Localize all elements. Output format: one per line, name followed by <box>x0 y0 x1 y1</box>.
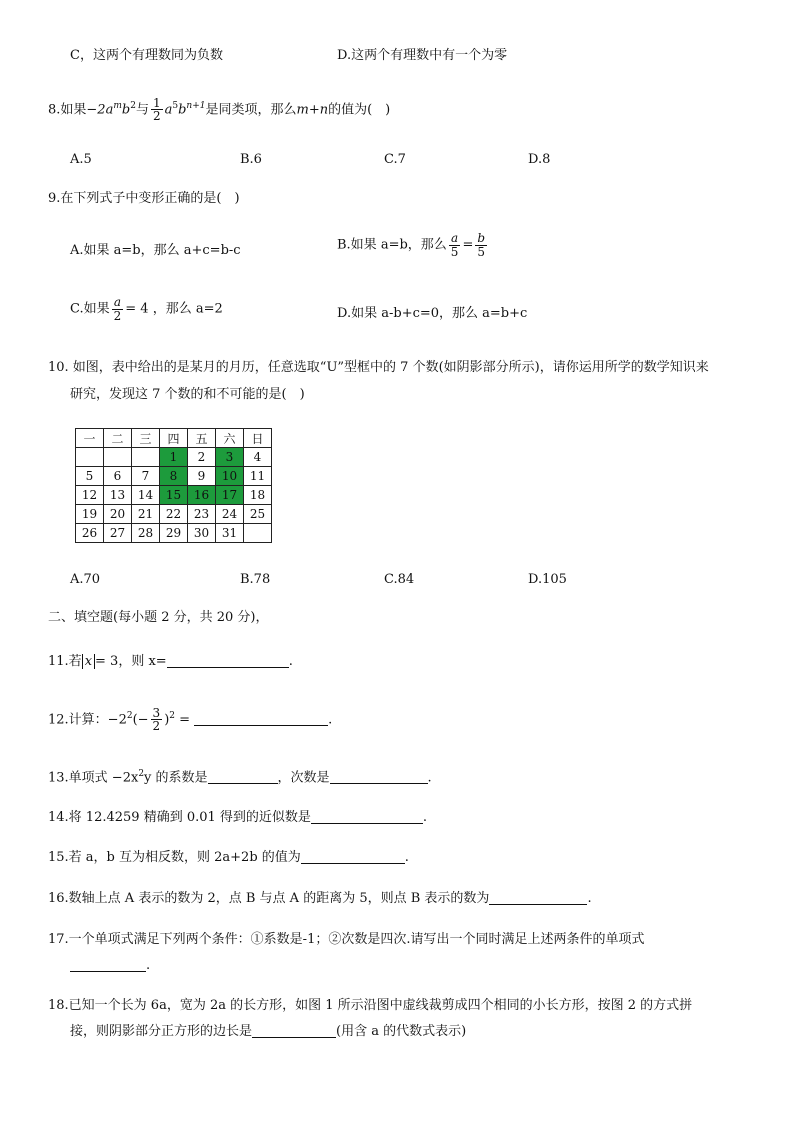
calendar-header-cell: 五 <box>188 429 216 448</box>
calendar-cell <box>76 448 104 467</box>
q9-option-a: A.如果 a=b，那么 a+c=b-c <box>70 243 241 258</box>
calendar-cell-highlighted: 17 <box>216 486 244 505</box>
calendar-row <box>76 467 272 486</box>
calendar-row <box>76 505 272 524</box>
calendar-cell-highlighted: 15 <box>160 486 188 505</box>
calendar-cell-highlighted: 10 <box>216 467 244 486</box>
q10-option-a: A.70 <box>70 572 101 587</box>
calendar-cell-highlighted: 16 <box>188 486 216 505</box>
calendar-cell: 12 <box>76 486 104 505</box>
calendar-header-cell: 二 <box>104 429 132 448</box>
q14: 14.将 12.4259 精确到 0.01 得到的近似数是 . <box>48 810 428 825</box>
calendar-cell-highlighted: 8 <box>160 467 188 486</box>
calendar-cell: 5 <box>76 467 104 486</box>
calendar-cell: 28 <box>132 524 160 543</box>
calendar-cell <box>104 448 132 467</box>
answer-blank[interactable] <box>330 769 428 784</box>
q10-option-b: B.78 <box>240 572 271 587</box>
q16: 16.数轴上点 A 表示的数为 2，点 B 与点 A 的距离为 5，则点 B 表示的数为 . <box>48 891 592 906</box>
answer-blank[interactable] <box>311 809 423 824</box>
q8-option-a: A.5 <box>70 152 92 167</box>
q12: 12.计算：$-2^2(-$ $\frac{3}{2}$ )$^2$ = . <box>48 705 333 734</box>
q10-stem-line1: 10. 如图，表中给出的是某月的月历，任意选取“U”型框中的 7 个数(如阴影部分所示)，请你运用所学的数学知识来 <box>48 360 709 375</box>
q8-option-c: C.7 <box>384 152 406 167</box>
calendar-row <box>76 524 272 543</box>
calendar-cell: 22 <box>160 505 188 524</box>
calendar-cell: 7 <box>132 467 160 486</box>
q8-stem: 8.如果$-2a^mb^2$与 $\frac{1}{2}$ $a^5b^{n+1}$是同类项，那么m+n的值为( ) <box>48 95 391 124</box>
calendar-cell: 30 <box>188 524 216 543</box>
calendar-header-cell: 六 <box>216 429 244 448</box>
calendar-row <box>76 448 272 467</box>
q17-line1: 17.一个单项式满足下列两个条件：①系数是-1；②次数是四次.请写出一个同时满足上述两条件的单项式 <box>48 932 645 947</box>
calendar-cell: 20 <box>104 505 132 524</box>
q18-line2: 接，则阴影部分正方形的边长是 (用含 a 的代数式表示) <box>70 1024 467 1039</box>
calendar-header-cell: 三 <box>132 429 160 448</box>
answer-blank[interactable] <box>252 1023 336 1038</box>
calendar-row <box>76 486 272 505</box>
calendar-cell: 31 <box>216 524 244 543</box>
calendar-cell: 14 <box>132 486 160 505</box>
calendar-cell: 19 <box>76 505 104 524</box>
calendar-cell-highlighted: 3 <box>216 448 244 467</box>
calendar-cell: 11 <box>244 467 272 486</box>
q17-line2: . <box>70 956 150 976</box>
answer-blank[interactable] <box>167 653 289 668</box>
q13: 13.单项式 $-2x^2y$ 的系数是 ，次数是 . <box>48 769 432 786</box>
answer-blank[interactable] <box>194 711 328 726</box>
q18-line1: 18.已知一个长为 6a，宽为 2a 的长方形，如图 1 所示沿图中虚线裁剪成四个相同的小长方形，按图 2 的方式拼 <box>48 998 693 1013</box>
calendar-cell: 23 <box>188 505 216 524</box>
calendar-cell: 24 <box>216 505 244 524</box>
calendar-cell <box>132 448 160 467</box>
q10-option-c: C.84 <box>384 572 415 587</box>
calendar-header-cell: 日 <box>244 429 272 448</box>
calendar-cell: 13 <box>104 486 132 505</box>
calendar-cell: 21 <box>132 505 160 524</box>
calendar-cell: 25 <box>244 505 272 524</box>
calendar-cell: 6 <box>104 467 132 486</box>
section-heading: 二、填空题(每小题 2 分，共 20 分)， <box>48 610 269 625</box>
calendar-cell: 9 <box>188 467 216 486</box>
q7-option-c: C，这两个有理数同为负数 <box>70 48 223 63</box>
calendar-cell: 26 <box>76 524 104 543</box>
q9-stem: 9.在下列式子中变形正确的是( ) <box>48 191 240 206</box>
answer-blank[interactable] <box>70 957 146 972</box>
q9-option-c: C.如果 $\frac{a}{2}$ = 4 ，那么 a=2 <box>70 295 223 323</box>
q11: 11.若 x = 3，则 x= . <box>48 654 293 669</box>
calendar-cell: 4 <box>244 448 272 467</box>
calendar-cell <box>244 524 272 543</box>
calendar-cell: 27 <box>104 524 132 543</box>
q10-stem-line2: 研究，发现这 7 个数的和不可能的是( ) <box>70 387 305 402</box>
calendar-cell: 29 <box>160 524 188 543</box>
calendar-header-cell: 四 <box>160 429 188 448</box>
calendar-table <box>75 428 272 543</box>
answer-blank[interactable] <box>301 849 405 864</box>
calendar-cell: 2 <box>188 448 216 467</box>
calendar-header-row <box>76 429 272 448</box>
q15: 15.若 a，b 互为相反数，则 2a+2b 的值为 . <box>48 850 409 865</box>
answer-blank[interactable] <box>208 769 278 784</box>
q8-fraction: $\frac{1}{2}$ <box>152 95 161 124</box>
calendar-header-cell: 一 <box>76 429 104 448</box>
q9-option-b: B.如果 a=b，那么 $\frac{a}{5}$ = $\frac{b}{5}$ <box>337 231 486 259</box>
q8-option-b: B.6 <box>240 152 262 167</box>
q7-option-d: D.这两个有理数中有一个为零 <box>337 48 508 63</box>
calendar-cell: 18 <box>244 486 272 505</box>
q10-option-d: D.105 <box>528 572 567 587</box>
q9-option-d: D.如果 a-b+c=0，那么 a=b+c <box>337 306 528 321</box>
calendar-cell-highlighted: 1 <box>160 448 188 467</box>
answer-blank[interactable] <box>489 890 587 905</box>
q8-option-d: D.8 <box>528 152 551 167</box>
